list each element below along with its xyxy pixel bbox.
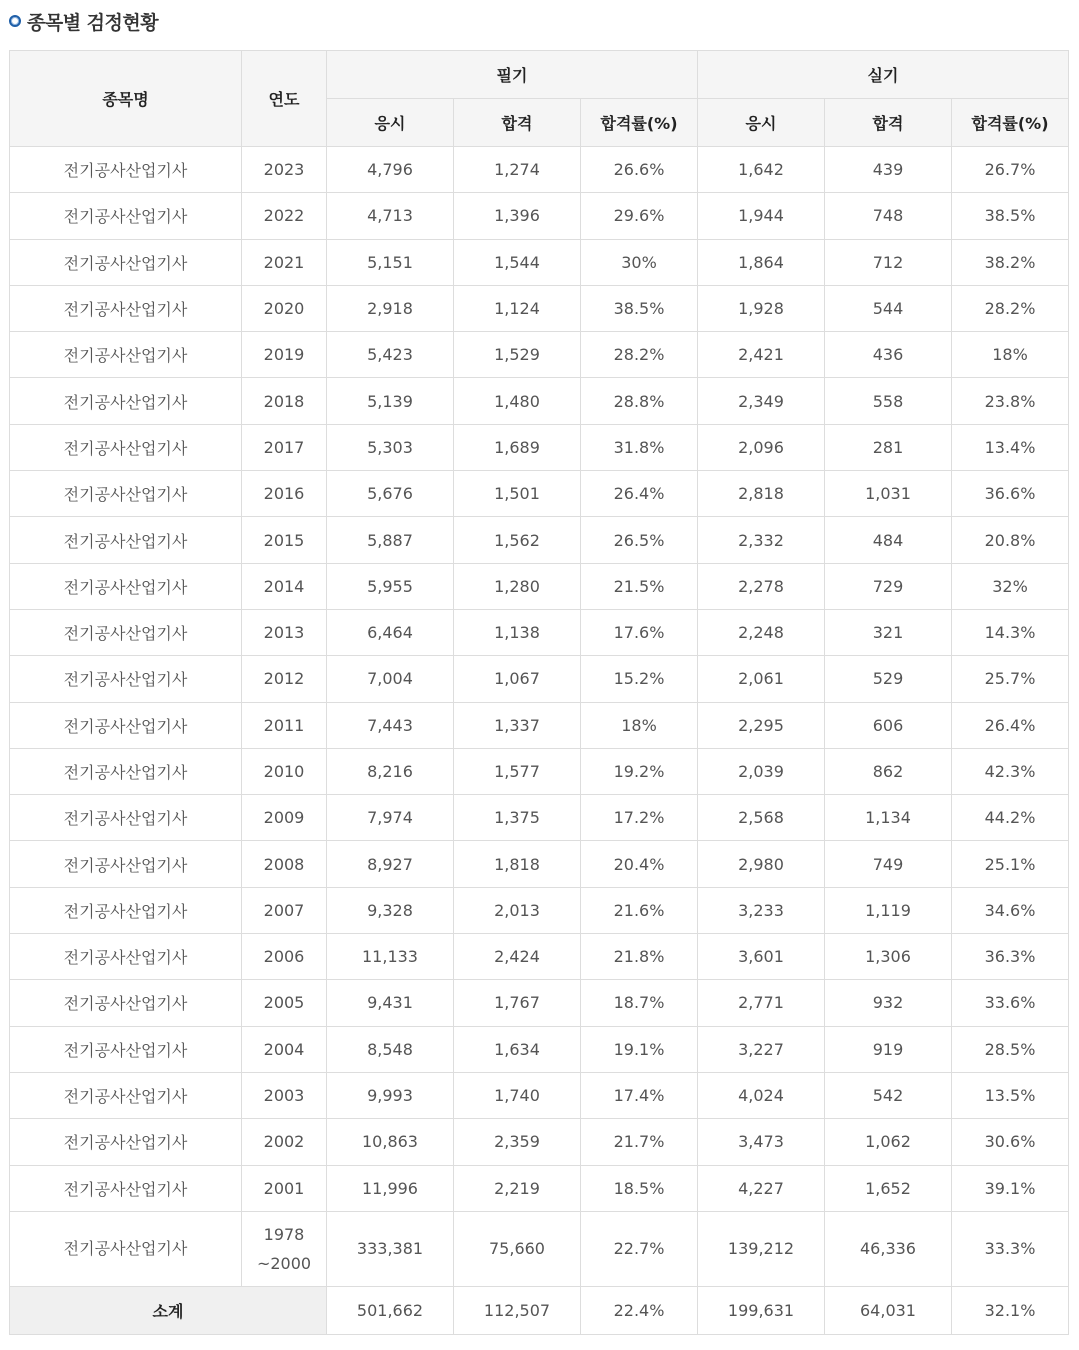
cell-written-passed: 75,660 <box>454 1211 581 1286</box>
cell-year: 2006 <box>242 934 327 980</box>
cell-practical-applied: 1,944 <box>698 193 825 239</box>
section-title: 종목별 검정현황 <box>27 11 159 34</box>
cell-name: 전기공사산업기사 <box>10 1072 242 1118</box>
cell-written-applied: 8,548 <box>327 1026 454 1072</box>
cell-practical-rate: 36.6% <box>952 471 1069 517</box>
table-row <box>10 980 1069 1026</box>
cell-year: 2014 <box>242 563 327 609</box>
section-header <box>9 6 158 36</box>
table-row <box>10 795 1069 841</box>
cell-written-rate: 26.6% <box>581 147 698 193</box>
cell-name: 전기공사산업기사 <box>10 841 242 887</box>
cell-written-applied: 7,974 <box>327 795 454 841</box>
table-row <box>10 1119 1069 1165</box>
cell-written-rate: 31.8% <box>581 424 698 470</box>
cell-practical-passed: 542 <box>825 1072 952 1118</box>
cell-practical-applied: 4,227 <box>698 1165 825 1211</box>
cell-written-rate: 21.5% <box>581 563 698 609</box>
cell-practical-rate: 28.5% <box>952 1026 1069 1072</box>
cell-practical-applied: 1,928 <box>698 285 825 331</box>
cell-practical-rate: 32% <box>952 563 1069 609</box>
cell-practical-applied: 2,332 <box>698 517 825 563</box>
cell-practical-passed: 1,031 <box>825 471 952 517</box>
cell-year: 2008 <box>242 841 327 887</box>
cell-written-rate: 21.8% <box>581 934 698 980</box>
table-row <box>10 656 1069 702</box>
cell-written-applied: 5,139 <box>327 378 454 424</box>
cell-written-applied: 8,927 <box>327 841 454 887</box>
cell-year: 2002 <box>242 1119 327 1165</box>
cell-name: 전기공사산업기사 <box>10 887 242 933</box>
cell-practical-rate: 25.1% <box>952 841 1069 887</box>
cell-written-passed: 1,501 <box>454 471 581 517</box>
cell-written-passed: 1,480 <box>454 378 581 424</box>
cell-written-rate: 18.5% <box>581 1165 698 1211</box>
cell-written-applied: 9,993 <box>327 1072 454 1118</box>
cell-written-rate: 38.5% <box>581 285 698 331</box>
cell-year: 2022 <box>242 193 327 239</box>
cell-written-rate: 17.6% <box>581 609 698 655</box>
cell-practical-passed: 46,336 <box>825 1211 952 1286</box>
table-row <box>10 1026 1069 1072</box>
table-row <box>10 887 1069 933</box>
cell-written-rate: 29.6% <box>581 193 698 239</box>
cell-written-passed: 1,280 <box>454 563 581 609</box>
cell-practical-rate: 30.6% <box>952 1119 1069 1165</box>
total-written-applied: 501,662 <box>327 1286 454 1334</box>
cell-written-passed: 1,740 <box>454 1072 581 1118</box>
header-written-passed: 합격 <box>454 99 581 147</box>
cell-year: 2007 <box>242 887 327 933</box>
cell-practical-rate: 23.8% <box>952 378 1069 424</box>
cell-practical-passed: 544 <box>825 285 952 331</box>
cell-practical-applied: 2,980 <box>698 841 825 887</box>
cell-name: 전기공사산업기사 <box>10 1026 242 1072</box>
cell-practical-rate: 38.5% <box>952 193 1069 239</box>
cell-name: 전기공사산업기사 <box>10 563 242 609</box>
cell-written-applied: 2,918 <box>327 285 454 331</box>
cell-name: 전기공사산업기사 <box>10 1119 242 1165</box>
header-practical-passed: 합격 <box>825 99 952 147</box>
cell-written-applied: 5,303 <box>327 424 454 470</box>
cell-year: 2012 <box>242 656 327 702</box>
cell-practical-rate: 39.1% <box>952 1165 1069 1211</box>
cell-written-applied: 6,464 <box>327 609 454 655</box>
cell-written-passed: 1,529 <box>454 332 581 378</box>
cell-practical-applied: 2,295 <box>698 702 825 748</box>
cell-written-passed: 2,219 <box>454 1165 581 1211</box>
cell-practical-passed: 439 <box>825 147 952 193</box>
cell-name: 전기공사산업기사 <box>10 656 242 702</box>
cell-practical-applied: 2,278 <box>698 563 825 609</box>
table-row <box>10 378 1069 424</box>
cell-practical-passed: 1,062 <box>825 1119 952 1165</box>
cell-practical-applied: 4,024 <box>698 1072 825 1118</box>
cell-written-rate: 17.2% <box>581 795 698 841</box>
table-row <box>10 1072 1069 1118</box>
cell-written-passed: 1,274 <box>454 147 581 193</box>
cell-year: 2009 <box>242 795 327 841</box>
cell-written-passed: 1,634 <box>454 1026 581 1072</box>
cell-practical-rate: 25.7% <box>952 656 1069 702</box>
cell-practical-applied: 2,421 <box>698 332 825 378</box>
cell-year: 2018 <box>242 378 327 424</box>
cell-written-passed: 1,689 <box>454 424 581 470</box>
cell-practical-rate: 26.7% <box>952 147 1069 193</box>
cell-practical-rate: 44.2% <box>952 795 1069 841</box>
header-row-primary <box>10 51 1069 99</box>
total-practical-passed: 64,031 <box>825 1286 952 1334</box>
cell-practical-applied: 2,771 <box>698 980 825 1026</box>
cell-year: 2021 <box>242 239 327 285</box>
cell-written-applied: 333,381 <box>327 1211 454 1286</box>
cell-practical-passed: 729 <box>825 563 952 609</box>
header-year: 연도 <box>242 51 327 147</box>
cell-year <box>242 1211 327 1286</box>
cell-practical-passed: 1,134 <box>825 795 952 841</box>
cell-written-rate: 26.4% <box>581 471 698 517</box>
cell-written-rate: 19.1% <box>581 1026 698 1072</box>
table-row <box>10 563 1069 609</box>
cell-written-passed: 1,124 <box>454 285 581 331</box>
table-row <box>10 748 1069 794</box>
cell-written-rate: 18% <box>581 702 698 748</box>
cell-written-applied: 5,676 <box>327 471 454 517</box>
cell-practical-applied: 1,642 <box>698 147 825 193</box>
table-row <box>10 239 1069 285</box>
cell-practical-passed: 862 <box>825 748 952 794</box>
cell-practical-passed: 1,652 <box>825 1165 952 1211</box>
cell-practical-rate: 26.4% <box>952 702 1069 748</box>
cell-practical-applied: 1,864 <box>698 239 825 285</box>
table-row <box>10 841 1069 887</box>
cell-written-rate: 21.7% <box>581 1119 698 1165</box>
cell-name: 전기공사산업기사 <box>10 285 242 331</box>
cell-name: 전기공사산업기사 <box>10 239 242 285</box>
cell-practical-passed: 321 <box>825 609 952 655</box>
cell-name: 전기공사산업기사 <box>10 517 242 563</box>
cell-written-passed: 1,337 <box>454 702 581 748</box>
total-label: 소계 <box>10 1286 327 1334</box>
cell-practical-applied: 2,061 <box>698 656 825 702</box>
table-row <box>10 147 1069 193</box>
cell-written-rate: 30% <box>581 239 698 285</box>
cell-written-rate: 18.7% <box>581 980 698 1026</box>
cell-written-passed: 1,562 <box>454 517 581 563</box>
cell-practical-applied: 2,248 <box>698 609 825 655</box>
table-row <box>10 934 1069 980</box>
cell-practical-applied: 3,601 <box>698 934 825 980</box>
cell-written-passed: 1,067 <box>454 656 581 702</box>
header-written-applied: 응시 <box>327 99 454 147</box>
cell-practical-rate: 34.6% <box>952 887 1069 933</box>
cell-practical-passed: 529 <box>825 656 952 702</box>
cell-practical-applied: 139,212 <box>698 1211 825 1286</box>
cell-name: 전기공사산업기사 <box>10 934 242 980</box>
cell-written-rate: 20.4% <box>581 841 698 887</box>
total-row <box>10 1286 1069 1334</box>
header-written-rate: 합격률(%) <box>581 99 698 147</box>
cell-practical-applied: 2,096 <box>698 424 825 470</box>
cell-name: 전기공사산업기사 <box>10 795 242 841</box>
year-from: 1978 <box>263 1224 305 1244</box>
cell-written-rate: 21.6% <box>581 887 698 933</box>
header-practical: 실기 <box>698 51 1069 99</box>
cell-name: 전기공사산업기사 <box>10 609 242 655</box>
table-body <box>10 147 1069 1287</box>
cell-practical-passed: 932 <box>825 980 952 1026</box>
cell-practical-applied: 2,039 <box>698 748 825 794</box>
cell-written-applied: 7,004 <box>327 656 454 702</box>
bullet-circle-icon <box>9 15 21 27</box>
cell-written-passed: 1,767 <box>454 980 581 1026</box>
year-to: ~2000 <box>256 1253 312 1273</box>
total-written-passed: 112,507 <box>454 1286 581 1334</box>
cell-written-passed: 2,359 <box>454 1119 581 1165</box>
cell-written-passed: 1,544 <box>454 239 581 285</box>
table-row <box>10 609 1069 655</box>
cell-practical-passed: 749 <box>825 841 952 887</box>
cell-practical-passed: 606 <box>825 702 952 748</box>
cell-written-rate: 26.5% <box>581 517 698 563</box>
cell-written-applied: 7,443 <box>327 702 454 748</box>
cell-year: 2004 <box>242 1026 327 1072</box>
cell-practical-rate: 28.2% <box>952 285 1069 331</box>
cell-written-rate: 22.7% <box>581 1211 698 1286</box>
table-row <box>10 424 1069 470</box>
cell-practical-applied: 3,233 <box>698 887 825 933</box>
cell-written-passed: 1,138 <box>454 609 581 655</box>
cell-practical-passed: 558 <box>825 378 952 424</box>
cell-written-passed: 1,818 <box>454 841 581 887</box>
table-row <box>10 332 1069 378</box>
cell-practical-applied: 3,227 <box>698 1026 825 1072</box>
cell-practical-rate: 14.3% <box>952 609 1069 655</box>
cell-practical-rate: 13.4% <box>952 424 1069 470</box>
cell-year: 2015 <box>242 517 327 563</box>
cell-name: 전기공사산업기사 <box>10 193 242 239</box>
cell-written-passed: 1,375 <box>454 795 581 841</box>
cell-practical-applied: 2,818 <box>698 471 825 517</box>
cell-practical-rate: 36.3% <box>952 934 1069 980</box>
cell-name: 전기공사산업기사 <box>10 147 242 193</box>
table-row <box>10 471 1069 517</box>
cell-written-passed: 2,424 <box>454 934 581 980</box>
cell-year: 2017 <box>242 424 327 470</box>
header-written: 필기 <box>327 51 698 99</box>
cell-practical-rate: 33.6% <box>952 980 1069 1026</box>
cell-written-applied: 9,328 <box>327 887 454 933</box>
table-row <box>10 193 1069 239</box>
header-name: 종목명 <box>10 51 242 147</box>
cell-written-applied: 8,216 <box>327 748 454 794</box>
cell-name: 전기공사산업기사 <box>10 424 242 470</box>
cell-practical-rate: 18% <box>952 332 1069 378</box>
cell-year: 2005 <box>242 980 327 1026</box>
cell-written-applied: 11,996 <box>327 1165 454 1211</box>
cell-name: 전기공사산업기사 <box>10 748 242 794</box>
cell-practical-rate: 20.8% <box>952 517 1069 563</box>
cell-year: 2001 <box>242 1165 327 1211</box>
cell-year: 2003 <box>242 1072 327 1118</box>
header-practical-rate: 합격률(%) <box>952 99 1069 147</box>
cell-written-applied: 10,863 <box>327 1119 454 1165</box>
cell-practical-passed: 919 <box>825 1026 952 1072</box>
cell-name: 전기공사산업기사 <box>10 1211 242 1286</box>
cell-name: 전기공사산업기사 <box>10 378 242 424</box>
cell-year: 2019 <box>242 332 327 378</box>
cell-year: 2011 <box>242 702 327 748</box>
cell-written-applied: 9,431 <box>327 980 454 1026</box>
cell-written-rate: 28.2% <box>581 332 698 378</box>
cell-practical-passed: 1,119 <box>825 887 952 933</box>
cell-practical-passed: 712 <box>825 239 952 285</box>
cell-written-applied: 5,887 <box>327 517 454 563</box>
cell-practical-passed: 1,306 <box>825 934 952 980</box>
cell-written-rate: 15.2% <box>581 656 698 702</box>
cell-year: 2020 <box>242 285 327 331</box>
cell-practical-applied: 2,349 <box>698 378 825 424</box>
cell-year: 2023 <box>242 147 327 193</box>
cell-written-passed: 1,396 <box>454 193 581 239</box>
cell-written-applied: 4,713 <box>327 193 454 239</box>
cell-written-applied: 5,955 <box>327 563 454 609</box>
cell-practical-passed: 748 <box>825 193 952 239</box>
cell-practical-applied: 3,473 <box>698 1119 825 1165</box>
table-row <box>10 702 1069 748</box>
cell-written-applied: 11,133 <box>327 934 454 980</box>
cell-written-rate: 17.4% <box>581 1072 698 1118</box>
cell-year: 2013 <box>242 609 327 655</box>
cell-practical-rate: 42.3% <box>952 748 1069 794</box>
cell-practical-rate: 13.5% <box>952 1072 1069 1118</box>
cell-written-passed: 2,013 <box>454 887 581 933</box>
cell-name: 전기공사산업기사 <box>10 980 242 1026</box>
cell-practical-rate: 38.2% <box>952 239 1069 285</box>
cell-written-applied: 5,151 <box>327 239 454 285</box>
cell-year: 2016 <box>242 471 327 517</box>
total-practical-rate: 32.1% <box>952 1286 1069 1334</box>
exam-statistics-table <box>9 50 1069 1335</box>
cell-written-rate: 28.8% <box>581 378 698 424</box>
cell-practical-passed: 281 <box>825 424 952 470</box>
cell-written-rate: 19.2% <box>581 748 698 794</box>
total-practical-applied: 199,631 <box>698 1286 825 1334</box>
cell-practical-applied: 2,568 <box>698 795 825 841</box>
table-row <box>10 1165 1069 1211</box>
table-row <box>10 285 1069 331</box>
total-written-rate: 22.4% <box>581 1286 698 1334</box>
cell-written-applied: 4,796 <box>327 147 454 193</box>
cell-written-applied: 5,423 <box>327 332 454 378</box>
cell-name: 전기공사산업기사 <box>10 471 242 517</box>
cell-name: 전기공사산업기사 <box>10 1165 242 1211</box>
cell-practical-passed: 484 <box>825 517 952 563</box>
cell-year: 2010 <box>242 748 327 794</box>
cell-practical-passed: 436 <box>825 332 952 378</box>
cell-written-passed: 1,577 <box>454 748 581 794</box>
table-row <box>10 517 1069 563</box>
table-row-range <box>10 1211 1069 1286</box>
cell-practical-rate: 33.3% <box>952 1211 1069 1286</box>
cell-name: 전기공사산업기사 <box>10 332 242 378</box>
header-practical-applied: 응시 <box>698 99 825 147</box>
cell-name: 전기공사산업기사 <box>10 702 242 748</box>
